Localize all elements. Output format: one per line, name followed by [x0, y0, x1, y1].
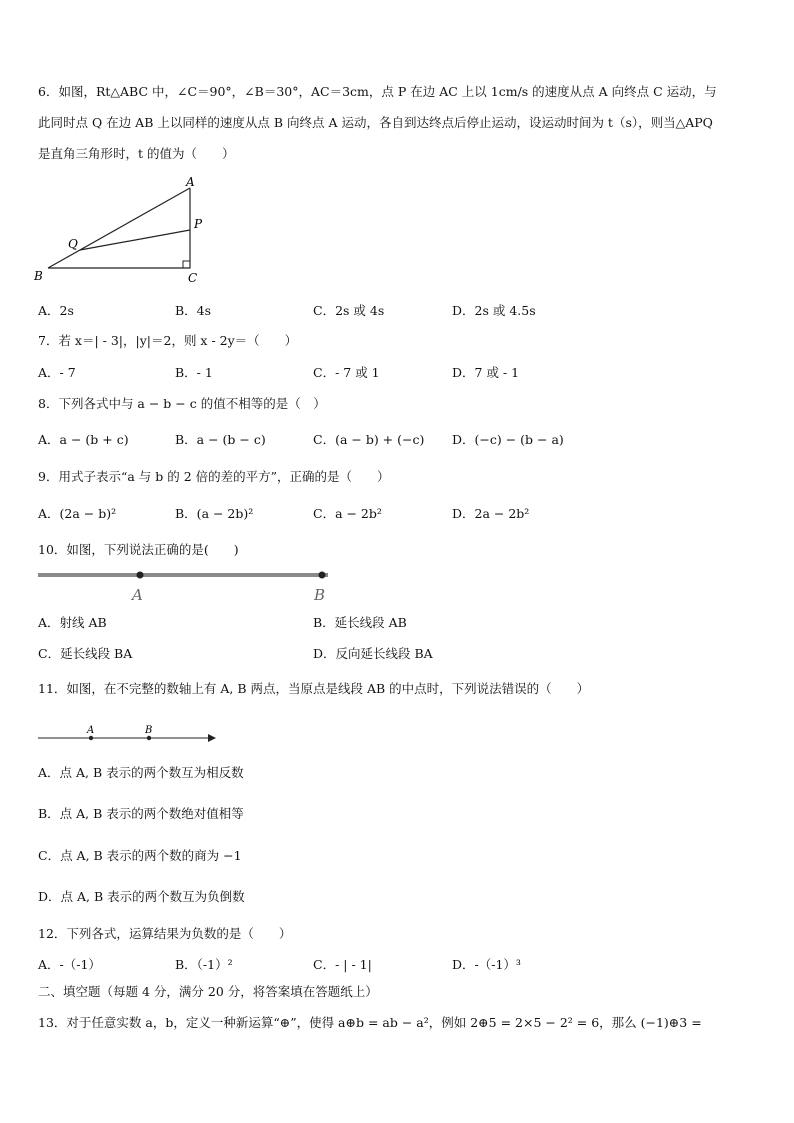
q8-stem: 8．下列各式中与 a − b − c 的值不相等的是（ ） — [38, 396, 326, 411]
q10-option-d: D．反向延长线段 BA — [313, 646, 433, 661]
label-p: P — [194, 217, 203, 231]
q6-stem-line1: 6．如图，Rt△ABC 中，∠C＝90°，∠B＝30°，AC＝3cm，点 P 在边 AC 上以 1cm/s 的速度从点 A 向终点 C 运动，与 — [38, 84, 717, 99]
q7-option-a: A．- 7 — [38, 365, 76, 380]
q11-option-b: B．点 A, B 表示的两个数绝对值相等 — [38, 806, 244, 821]
q7-option-d: D．7 或 - 1 — [452, 365, 520, 380]
q6-stem-line3: 是直角三角形时，t 的值为（ ） — [38, 146, 235, 161]
label-b: B — [314, 586, 326, 604]
q7-option-c: C．- 7 或 1 — [313, 365, 380, 380]
q8-option-d: D．(−c) − (b − a) — [452, 432, 564, 447]
q6-triangle-figure — [30, 172, 220, 287]
label-c: C — [188, 271, 198, 285]
q9-option-d: D．2a − 2b² — [452, 506, 530, 521]
q10-option-a: A．射线 AB — [38, 615, 107, 630]
q10-option-c: C．延长线段 BA — [38, 646, 133, 661]
q12-stem: 12．下列各式，运算结果为负数的是（ ） — [38, 926, 292, 941]
q10-stem: 10．如图，下列说法正确的是( ) — [38, 542, 239, 557]
q11-option-a: A．点 A, B 表示的两个数互为相反数 — [38, 765, 244, 780]
q13-stem: 13．对于任意实数 a，b，定义一种新运算“⊕”，使得 a⊕b = ab − a²，例如 2⊕5 = 2×5 − 2² = 6，那么 (−1)⊕3 = — [38, 1015, 702, 1030]
label-a: A — [132, 586, 143, 604]
q6-stem-line2: 此同时点 Q 在边 AB 上以同样的速度从点 B 向终点 A 运动，各自到达终点后停止运动，设运动时间为 t（s），则当△APQ — [38, 115, 713, 130]
q6-option-c: C．2s 或 4s — [313, 303, 385, 318]
q11-stem: 11．如图，在不完整的数轴上有 A, B 两点，当原点是线段 AB 的中点时，下列说法错误的（ ） — [38, 681, 590, 696]
q11-number-line-figure — [36, 722, 221, 746]
q6-option-b: B．4s — [175, 303, 212, 318]
q9-option-c: C．a − 2b² — [313, 506, 382, 521]
q8-option-a: A．a − (b + c) — [38, 432, 129, 447]
q12-option-b: B．（-1）² — [175, 957, 233, 972]
q9-stem: 9．用式子表示“a 与 b 的 2 倍的差的平方”，正确的是（ ） — [38, 469, 390, 484]
q11-option-d: D．点 A, B 表示的两个数互为负倒数 — [38, 889, 245, 904]
q6-option-d: D．2s 或 4.5s — [452, 303, 536, 318]
q10-option-b: B．延长线段 AB — [313, 615, 407, 630]
q7-stem: 7．若 x＝| - 3|，|y|＝2，则 x - 2y＝（ ） — [38, 333, 298, 348]
q9-option-a: A．(2a − b)² — [38, 506, 117, 521]
label-a: A — [87, 725, 95, 736]
point-b — [147, 736, 151, 740]
label-b: B — [34, 269, 43, 283]
label-q: Q — [68, 237, 78, 251]
label-b: B — [145, 725, 153, 736]
q8-option-c: C．(a − b) + (−c) — [313, 432, 425, 447]
point-a — [137, 572, 144, 579]
q12-option-d: D．-（-1）³ — [452, 957, 521, 972]
section-2-heading: 二、填空题（每题 4 分，满分 20 分，将答案填在答题纸上） — [38, 984, 378, 999]
point-b — [319, 572, 326, 579]
label-a: A — [186, 175, 195, 189]
q12-option-c: C．- | - 1| — [313, 957, 372, 972]
segment-ab — [48, 188, 190, 268]
arrow-head-icon — [208, 734, 216, 742]
q8-option-b: B．a − (b − c) — [175, 432, 266, 447]
q12-option-a: A．-（-1） — [38, 957, 101, 972]
right-angle-mark — [183, 261, 190, 268]
q7-option-b: B．- 1 — [175, 365, 213, 380]
q6-option-a: A．2s — [38, 303, 74, 318]
q11-option-c: C．点 A, B 表示的两个数的商为 −1 — [38, 848, 242, 863]
q10-segment-figure — [36, 566, 336, 604]
q9-option-b: B．(a − 2b)² — [175, 506, 254, 521]
point-a — [89, 736, 93, 740]
